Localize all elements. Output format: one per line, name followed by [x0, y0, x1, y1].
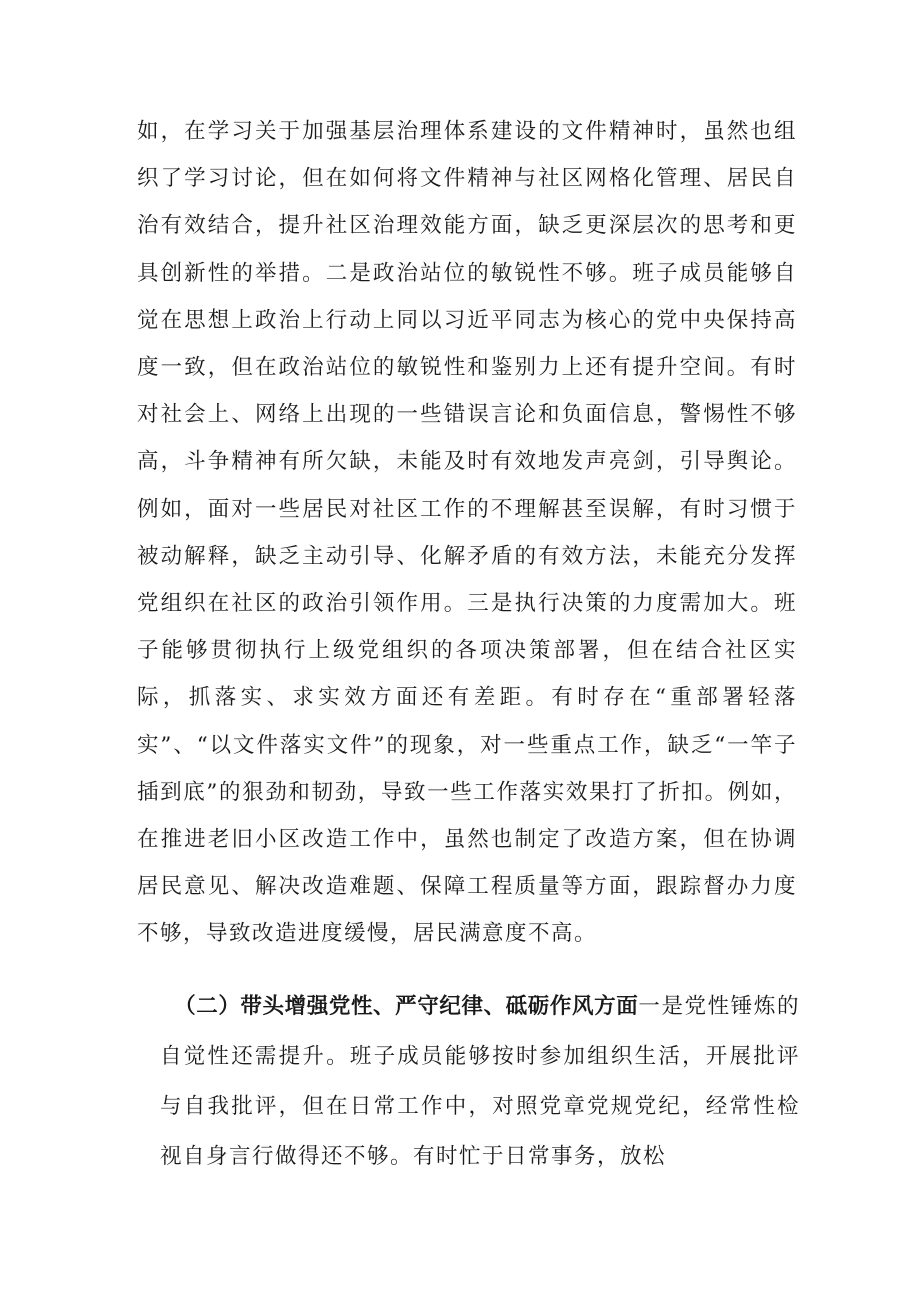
section-paragraph: [160, 982, 800, 1182]
section-heading: （二）带头增强党性、严守纪律、砥砺作风方面: [174, 994, 639, 1019]
body-paragraph: 如，在学习关于加强基层治理体系建设的文件精神时，虽然也组织了学习讨论，但在如何将文件精神与社区网格化管理、居民自治有效结合，提升社区治理效能方面，缺乏更深层次的思考和更具创新性的举措。二是政治站位的敏锐性不够。班子成员能够自觉在思想上政治上行动上同以习近平同志为核心的党中央保持高度一致，但在政治站位的敏锐性和鉴别力上还有提升空间。有时对社会上、网络上出现的一些错误言论和负面信息，警惕性不够高，斗争精神有所欠缺，未能及时有效地发声亮剑，引导舆论。例如，面对一些居民对社区工作的不理解甚至误解，有时习惯于被动解释，缺乏主动引导、化解矛盾的有效方法，未能充分发挥党组织在社区的政治引领作用。三是执行决策的力度需加大。班子能够贯彻执行上级党组织的各项决策部署，但在结合社区实际，抓落实、求实效方面还有差距。有时存在“重部署轻落实”、“以文件落实文件”的现象，对一些重点工作，缺乏“一竿子插到底”的狠劲和韧劲，导致一些工作落实效果打了折扣。例如，在推进老旧小区改造工作中，虽然也制定了改造方案，但在协调居民意见、解决改造难题、保障工程质量等方面，跟踪督办力度不够，导致改造进度缓慢，居民满意度不高。: [137, 119, 797, 947]
section-body-text: 一是党性锤炼的自觉性还需提升。班子成员能够按时参加组织生活，开展批评与自我批评，但在日常工作中，对照党章党规党纪，经常性检视自身言行做得还不够。有时忙于日常事务，放松: [160, 994, 800, 1169]
